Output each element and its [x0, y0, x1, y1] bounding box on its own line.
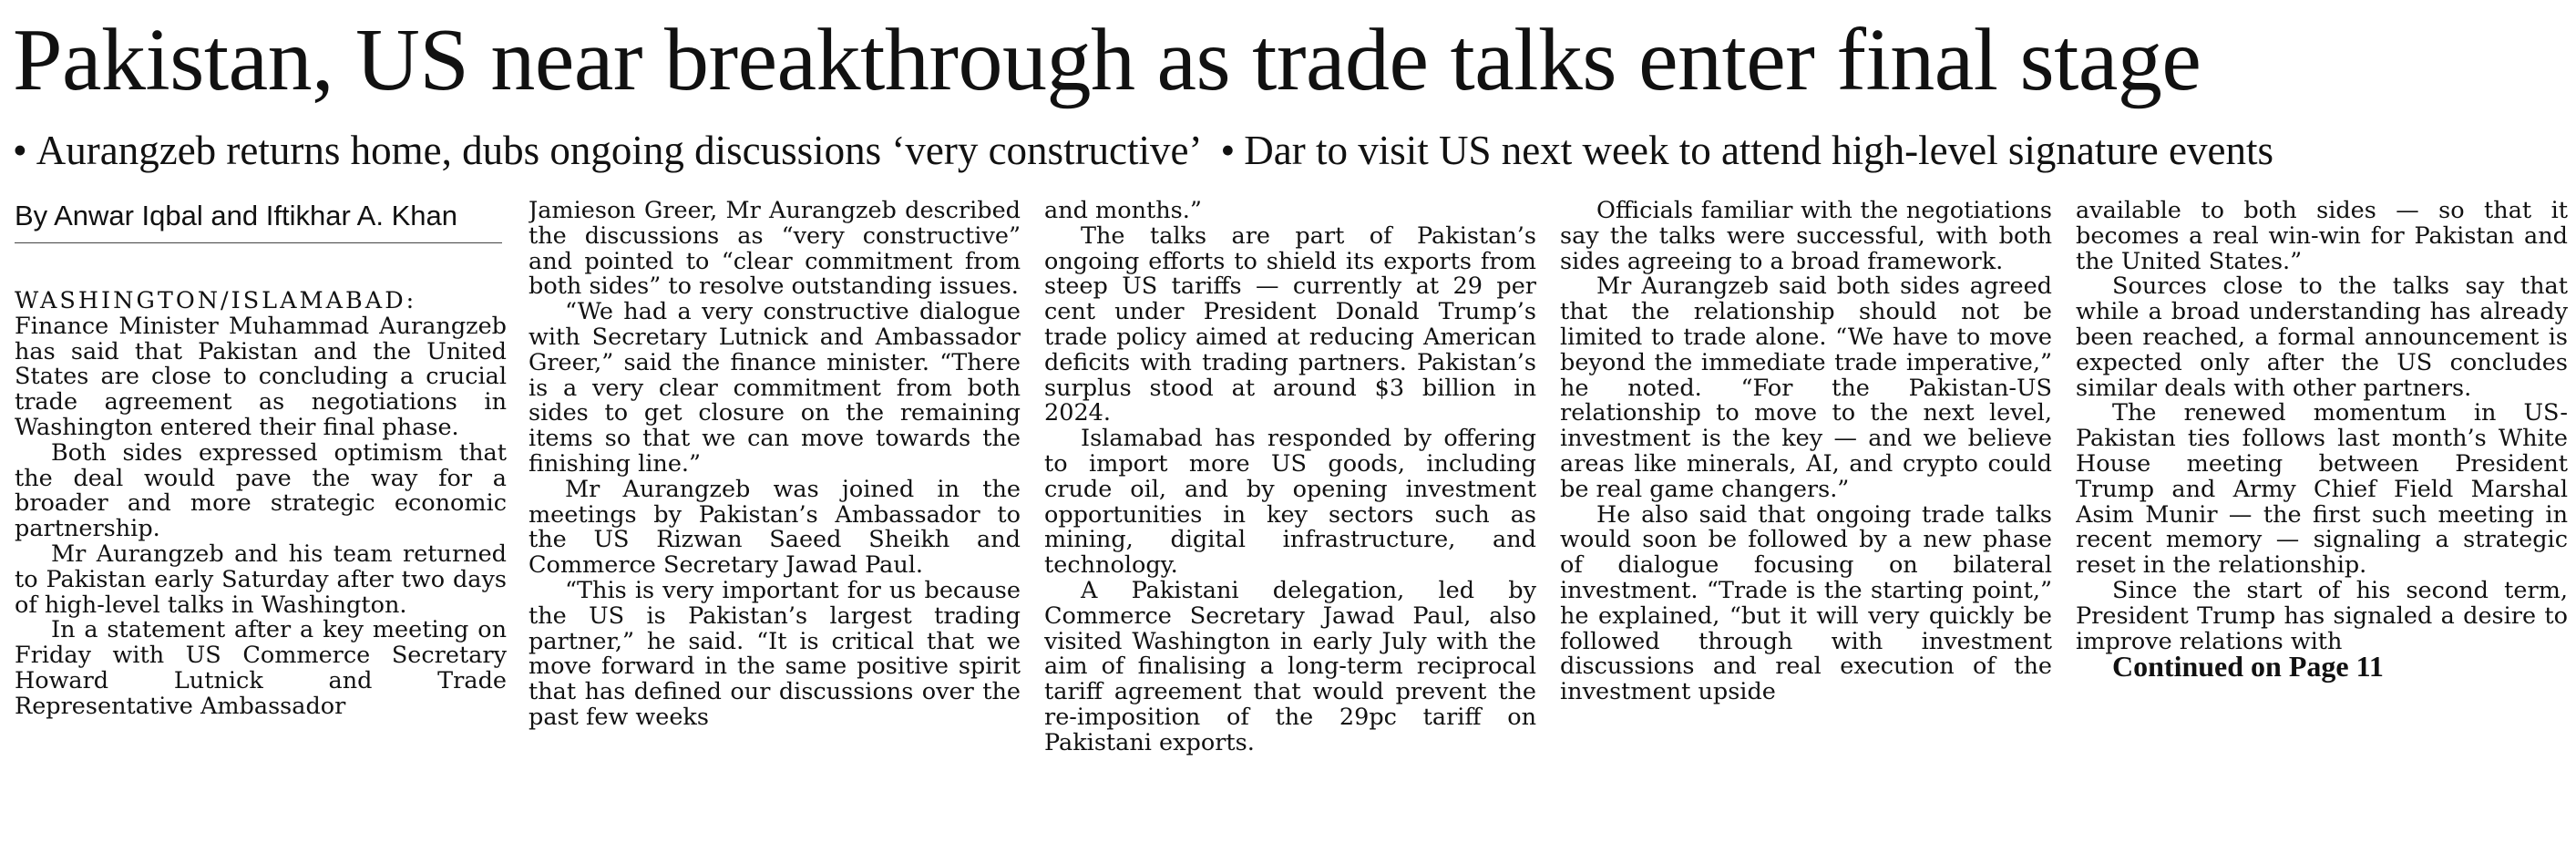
paragraph: Both sides expressed optimism that the deal would pave the way for a broader and more strategic economic partnership. — [15, 438, 507, 543]
paragraph: Officials familiar with the negotiations say the talks were successful, with both sides agreeing to a broad framework. — [1560, 199, 2052, 275]
paragraph-text: Finance Minister Muhammad Aurangzeb has said that Pakistan and the United States are close to concluding a crucial trade agreement as negotiations in Washington entered their final phase. — [15, 312, 507, 441]
deck — [13, 120, 2564, 180]
deck-bullet-2: • — [1220, 128, 1236, 173]
article-column-2 — [529, 199, 1021, 837]
paragraph: Sources close to the talks say that while a broad understanding has already been reached, a formal announcement is expected only after the US concludes similar deals with other partners. — [2076, 272, 2568, 402]
byline: By Anwar Iqbal and Iftikhar A. Khan — [15, 193, 502, 243]
paragraph: “We had a very constructive dialogue with Secretary Lutnick and Ambassador Greer,” said the finance minister. “There is a very clear commitment from both sides to get closure on the remaining items so that we can move towards the finishing line.” — [529, 298, 1021, 478]
paragraph: The renewed momentum in US-Pakistan ties follows last month’s White House meeting between President Trump and Army Chief Field Marshal Asim Munir — the first such meeting in recent memory — signaling a strategic reset in the relationship. — [2076, 399, 2568, 580]
article-column-5 — [2076, 199, 2568, 837]
paragraph: In a statement after a key meeting on Friday with US Commerce Secretary Howard Lutnick and Trade Representative Ambassador — [15, 616, 507, 720]
paragraph: Mr Aurangzeb and his team returned to Pakistan early Saturday after two days of high-level talks in Washington. — [15, 540, 507, 619]
headline: Pakistan, US near breakthrough as trade talks enter final stage — [13, 11, 2201, 109]
paragraph: Islamabad has responded by offering to import more US goods, including crude oil, and by opening investment opportunities in key sectors such as mining, digital infrastructure, and technology. — [1044, 425, 1536, 580]
paragraph — [15, 289, 507, 441]
article-column-4 — [1560, 199, 2052, 837]
deck-item-1: Aurangzeb returns home, dubs ongoing discussions ‘very constructive’ — [36, 128, 1203, 173]
article-column-1 — [15, 289, 507, 836]
continued-link[interactable]: Continued on Page 11 — [2112, 650, 2384, 684]
paragraph: and months.” — [1044, 199, 1202, 224]
deck-item-2: Dar to visit US next week to attend high-level signature events — [1244, 128, 2273, 173]
paragraph: A Pakistani delegation, led by Commerce Secretary Jawad Paul, also visited Washington in early July with the aim of finalising a long-term reciprocal tariff agreement that would prevent the re-imposition of the 29pc tariff on Pakistani exports. — [1044, 576, 1536, 756]
paragraph: Mr Aurangzeb said both sides agreed that the relationship should not be limited to trade alone. “We have to move beyond the immediate trade imperative,” he noted. “For the Pakistan-US relationship to move to the next level, investment is the key — and we believe areas like minerals, AI, and crypto could be real game changers.” — [1560, 272, 2052, 503]
paragraph: He also said that ongoing trade talks would soon be followed by a new phase of dialogue focusing on bilateral investment. “Trade is the starting point,” he explained, “but it will very quickly be followed through with investment discussions and real execution of the investment upside — [1560, 500, 2052, 706]
deck-bullet-1: • — [13, 128, 27, 173]
paragraph: The talks are part of Pakistan’s ongoing efforts to shield its exports from steep US tariffs — currently at 29 per cent under President Donald Trump’s trade policy aimed at reducing American deficits with trading partners. Pakistan’s surplus stood at around $3 billion in 2024. — [1044, 221, 1536, 427]
paragraph: Since the start of his second term, President Trump has signaled a desire to improve relations with — [2076, 576, 2568, 655]
paragraph: “This is very important for us because the US is Pakistan’s largest trading partner,” he said. “It is critical that we move forward in the same positive spirit that has defined our discussions over the past few weeks — [529, 576, 1021, 731]
paragraph: Jamieson Greer, Mr Aurangzeb described the discussions as “very constructive” and pointed to “clear commitment from both sides” to resolve outstanding issues. — [529, 199, 1021, 301]
paragraph: Mr Aurangzeb was joined in the meetings by Pakistan’s Ambassador to the US Rizwan Saeed Sheikh and Commerce Secretary Jawad Paul. — [529, 475, 1021, 580]
dateline: WASHINGTON/ISLAMABAD: — [15, 289, 417, 314]
article-column-3 — [1044, 199, 1536, 837]
paragraph: available to both sides — so that it becomes a real win-win for Pakistan and the United States.” — [2076, 199, 2568, 275]
